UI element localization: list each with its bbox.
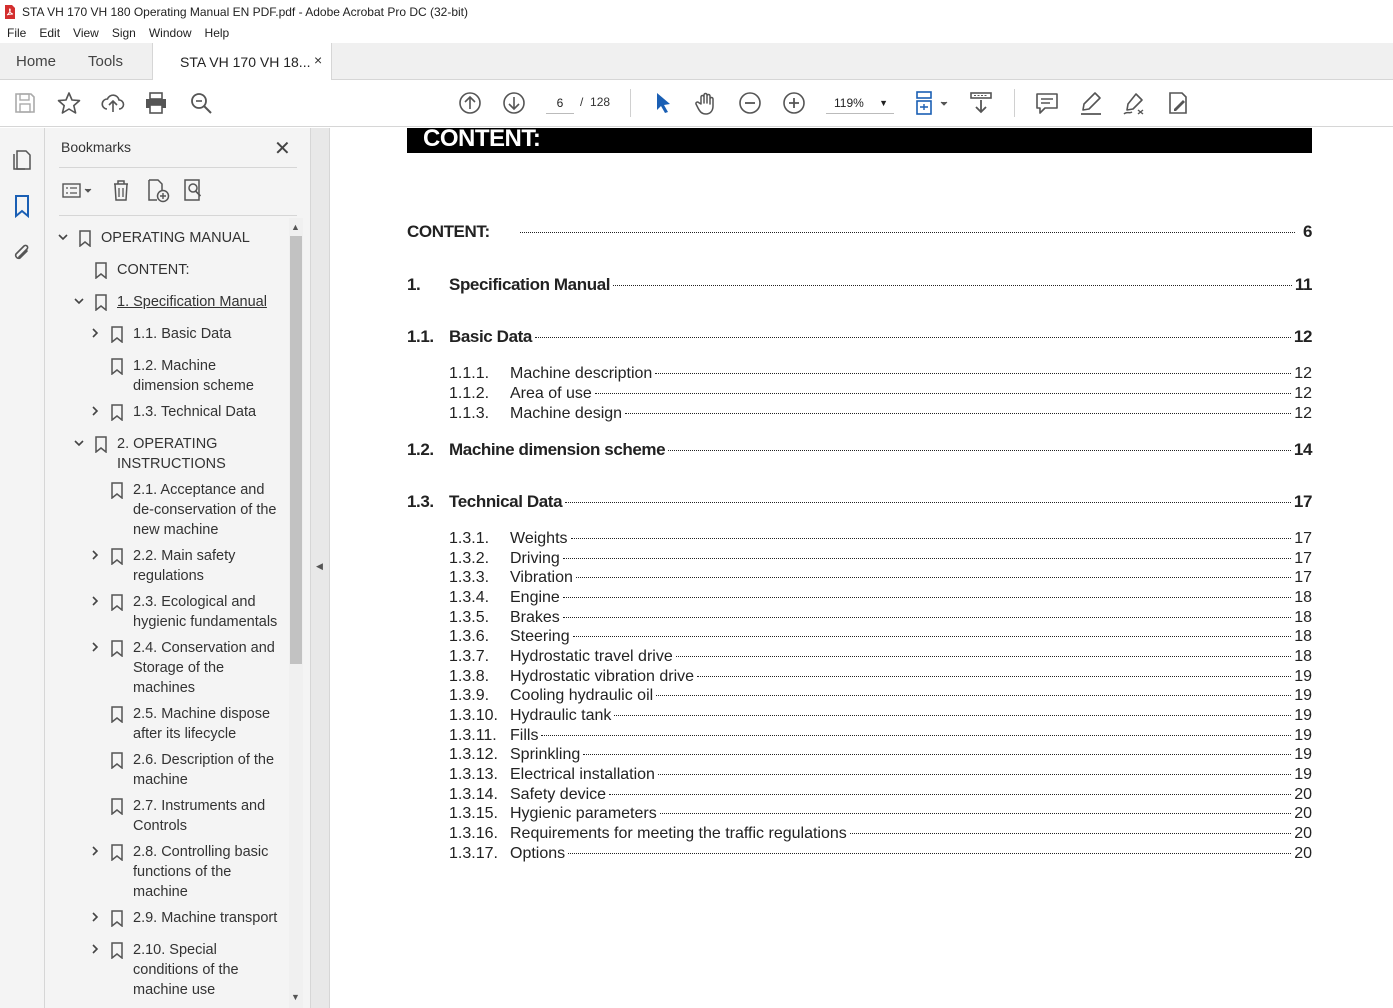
chevron-right-icon[interactable] [89, 326, 101, 346]
bookmark-flag-icon [111, 910, 123, 927]
toc-leader-dots [583, 754, 1291, 755]
toc-number: 1.1.3. [449, 405, 490, 422]
toc-entry[interactable] [407, 492, 1312, 514]
delete-bookmark-icon[interactable] [109, 178, 133, 207]
toc-number: 1.3. [407, 492, 434, 511]
bookmark-flag-icon [111, 594, 123, 611]
bookmark-flag-icon [111, 326, 123, 343]
tab-home[interactable]: Home [16, 53, 57, 70]
bookmark-flag-icon [95, 294, 107, 311]
toc-title: Machine design [510, 405, 623, 422]
bookmark-label: 2.8. Controlling basic functions of the machine [133, 844, 269, 900]
toc-number: 1.3.4. [449, 589, 490, 606]
toc-number: 1.3.13. [449, 766, 498, 783]
page-number-input[interactable]: 6 [546, 92, 574, 114]
bookmark-flag-icon [111, 706, 123, 723]
comment-icon[interactable] [1034, 90, 1060, 116]
toc-number: 1.3.11. [449, 727, 497, 744]
toc-number: 1.3.16. [449, 825, 498, 842]
toc-title: Options [510, 845, 566, 862]
bookmark-label: 2.7. Instruments and Controls [133, 798, 266, 834]
next-page-icon[interactable] [501, 90, 527, 116]
toc-leader-dots [609, 794, 1291, 795]
toc-leader-dots [658, 774, 1291, 775]
bookmark-label: 2.9. Machine transport [133, 910, 278, 926]
select-cursor-icon[interactable] [650, 90, 676, 116]
toc-entry[interactable] [407, 440, 1312, 462]
tab-bar [0, 43, 1393, 80]
document-view [330, 128, 1393, 1008]
print-icon[interactable] [143, 90, 169, 116]
title-bar [0, 0, 1393, 23]
toc-leader-dots [613, 285, 1292, 286]
toc-title: Cooling hydraulic oil [510, 687, 654, 704]
zoom-in-icon[interactable] [781, 90, 807, 116]
toc-page-number: 19 [1294, 668, 1312, 685]
toc-number: 1.3.9. [449, 687, 490, 704]
toc-page-number: 19 [1294, 707, 1312, 724]
toc-title: Machine dimension scheme [449, 440, 666, 459]
chevron-down-icon[interactable] [73, 294, 85, 314]
toc-page-number: 17 [1294, 530, 1312, 547]
toc-entry[interactable] [449, 766, 1312, 788]
scroll-up-arrow-icon[interactable]: ▲ [291, 222, 300, 232]
toc-title: Driving [510, 550, 560, 567]
toc-entry[interactable] [449, 530, 1312, 552]
toc-title: Requirements for meeting the traffic regulations [510, 825, 847, 842]
page-count: / 128 [580, 95, 611, 109]
toc-leader-dots [660, 813, 1291, 814]
menu-sign[interactable]: Sign [111, 26, 136, 40]
toc-page-number: 19 [1294, 727, 1312, 744]
toc-leader-dots [563, 597, 1291, 598]
toolbar-divider [1014, 89, 1015, 117]
menu-window[interactable]: Window [148, 26, 192, 40]
toc-leader-dots [520, 232, 1295, 233]
toc-title: Fills [510, 727, 539, 744]
toolbar-divider [630, 89, 631, 117]
content-banner: CONTENT: [407, 128, 1312, 153]
toc-entry[interactable] [407, 222, 1312, 244]
toc-number: 1.3.17. [449, 845, 498, 862]
toc-number: 1.3.8. [449, 668, 490, 685]
toc-leader-dots [573, 636, 1292, 637]
toc-leader-dots [563, 558, 1291, 559]
toc-page-number: 19 [1294, 746, 1312, 763]
toc-page-number: 19 [1294, 687, 1312, 704]
tab-tools[interactable]: Tools [88, 53, 124, 70]
bookmark-search-icon[interactable] [181, 178, 207, 209]
scroll-mode-icon[interactable] [968, 90, 994, 116]
bookmark-tools [59, 176, 297, 206]
toc-title: Area of use [510, 385, 592, 402]
toc-number: 1.3.1. [449, 530, 490, 547]
panel-divider [59, 167, 297, 168]
toc-page-number: 20 [1294, 805, 1312, 822]
bookmark-tree [45, 218, 290, 1008]
zoom-level-select[interactable]: 119% ▼ [826, 92, 894, 114]
bookmarks-icon[interactable] [10, 194, 34, 218]
scrollbar-thumb[interactable] [290, 236, 302, 664]
menu-help[interactable]: Help [204, 26, 230, 40]
toc-title: Engine [510, 589, 560, 606]
toc-title: Brakes [510, 609, 560, 626]
chevron-down-icon: ▼ [879, 98, 888, 108]
chevron-down-icon[interactable] [57, 230, 69, 250]
toc-number: 1.1.2. [449, 385, 490, 402]
toc-leader-dots [571, 538, 1292, 539]
menu-view[interactable]: View [73, 26, 99, 40]
bookmark-flag-icon [111, 844, 123, 861]
toc-leader-dots [656, 695, 1291, 696]
bookmark-label: 2.10. Special conditions of the machine use [133, 942, 239, 998]
chevron-right-icon[interactable] [89, 640, 101, 660]
chevron-right-icon[interactable] [89, 942, 101, 962]
bookmark-flag-icon [111, 942, 123, 959]
collapse-left-arrow-icon: ◀ [316, 561, 323, 571]
bookmark-flag-icon [111, 548, 123, 565]
toc-entry[interactable] [407, 275, 1312, 297]
toc-number: 1. [407, 275, 421, 294]
toc-leader-dots [655, 373, 1291, 374]
bookmark-flag-icon [95, 262, 107, 279]
toc-title: Weights [510, 530, 568, 547]
toc-entry[interactable] [449, 707, 1312, 729]
toc-title: Sprinkling [510, 746, 581, 763]
star-icon[interactable] [56, 90, 82, 116]
toc-number: 1.3.6. [449, 628, 490, 645]
chevron-right-icon[interactable] [89, 844, 101, 864]
chevron-right-icon[interactable] [89, 910, 101, 930]
toc-entry[interactable] [449, 687, 1312, 709]
bookmark-label: 1.2. Machine dimension scheme [133, 358, 254, 394]
toc-number: 1.3.2. [449, 550, 490, 567]
panel-divider [59, 215, 297, 216]
toc-leader-dots [535, 337, 1291, 338]
bookmark-flag-icon [111, 752, 123, 769]
page-display-icon[interactable] [914, 90, 950, 116]
bookmark-flag-icon [111, 482, 123, 499]
toc-title: Machine description [510, 365, 653, 382]
toc-leader-dots [563, 617, 1291, 618]
toc-title: Safety device [510, 786, 607, 803]
tab-document[interactable] [152, 43, 332, 80]
fill-sign-icon[interactable] [1165, 90, 1191, 116]
toc-title: Technical Data [449, 492, 563, 511]
toc-leader-dots [668, 450, 1291, 451]
toc-page-number: 18 [1294, 628, 1312, 645]
tab-document-label: STA VH 170 VH 18... [180, 54, 311, 70]
toc-page-number: 12 [1294, 405, 1312, 422]
toc-number: 1.2. [407, 440, 434, 459]
bookmark-flag-icon [111, 798, 123, 815]
toc-page-number: 18 [1294, 589, 1312, 606]
toc-title: Basic Data [449, 327, 532, 346]
toc-entry[interactable] [449, 805, 1312, 827]
panel-title: Bookmarks [61, 139, 132, 155]
toc-page-number: 6 [1302, 222, 1312, 241]
menu-edit[interactable]: Edit [39, 26, 61, 40]
toc-page-number: 17 [1294, 550, 1312, 567]
cloud-upload-icon[interactable] [100, 90, 126, 116]
toc-entry[interactable] [449, 569, 1312, 591]
bookmarks-panel [45, 128, 311, 1008]
save-icon[interactable] [12, 90, 38, 116]
toc-page-number: 14 [1293, 440, 1312, 459]
options-menu-icon[interactable] [61, 180, 95, 207]
toc-leader-dots [625, 413, 1291, 414]
search-zoom-icon[interactable] [188, 90, 214, 116]
toc-page-number: 11 [1294, 275, 1312, 294]
toc-entry[interactable] [449, 385, 1312, 407]
toc-page-number: 12 [1294, 365, 1312, 382]
attachments-paperclip-icon[interactable] [10, 241, 34, 265]
toc-entry[interactable] [449, 628, 1312, 650]
toc-leader-dots [565, 502, 1291, 503]
chevron-down-icon[interactable] [73, 436, 85, 456]
toc-entry[interactable] [407, 327, 1312, 349]
toc-page-number: 18 [1294, 648, 1312, 665]
chevron-right-icon[interactable] [89, 594, 101, 614]
toc-page-number: 20 [1294, 825, 1312, 842]
toc-number: 1.3.15. [449, 805, 498, 822]
toc-leader-dots [676, 656, 1291, 657]
window-title: STA VH 170 VH 180 Operating Manual EN PDF.pdf - Adobe Acrobat Pro DC (32-bit) [22, 4, 468, 19]
bookmark-label: 1.3. Technical Data [133, 404, 257, 420]
toc-title: Specification Manual [449, 275, 611, 294]
scroll-down-arrow-icon[interactable]: ▼ [291, 992, 300, 1002]
page-thumbnails-icon[interactable] [10, 148, 34, 172]
bookmark-label: 2.2. Main safety regulations [133, 548, 236, 584]
toc-entry[interactable] [449, 845, 1312, 867]
bookmark-label: 2.3. Ecological and hygienic fundamentals [133, 594, 278, 630]
hand-tool-icon[interactable] [693, 90, 719, 116]
tab-close-icon[interactable]: × [314, 52, 323, 68]
toc-leader-dots [595, 393, 1291, 394]
acrobat-pdf-icon [4, 5, 16, 19]
toc-page-number: 19 [1294, 766, 1312, 783]
toc-number: 1.1.1. [449, 365, 490, 382]
chevron-right-icon[interactable] [89, 548, 101, 568]
sign-pen-icon[interactable] [1121, 90, 1147, 116]
toc-entry[interactable] [449, 825, 1312, 847]
bookmark-flag-icon [111, 640, 123, 657]
close-panel-icon[interactable]: ✕ [274, 138, 291, 160]
toc-leader-dots [850, 833, 1291, 834]
toc-leader-dots [614, 715, 1291, 716]
menu-file[interactable]: File [7, 26, 27, 40]
bookmark-label: CONTENT: [117, 262, 190, 278]
new-bookmark-icon[interactable] [145, 178, 171, 209]
toc-number: 1.3.3. [449, 569, 490, 586]
toc-title: Hydrostatic vibration drive [510, 668, 695, 685]
toc-entry[interactable] [449, 365, 1312, 387]
toc-leader-dots [568, 853, 1291, 854]
toc-entry[interactable] [449, 405, 1312, 427]
bookmark-label: 2.6. Description of the machine [133, 752, 275, 788]
bookmark-label: OPERATING MANUAL [101, 230, 250, 246]
bookmark-label: 2.5. Machine dispose after its lifecycle [133, 706, 271, 742]
toc-entry[interactable] [449, 589, 1312, 611]
toc-number: 1.1. [407, 327, 434, 346]
toc-title: Hydrostatic travel drive [510, 648, 673, 665]
toc-number: 1.3.7. [449, 648, 490, 665]
previous-page-icon[interactable] [457, 90, 483, 116]
bookmark-flag-icon [79, 230, 91, 247]
toc-leader-dots [576, 577, 1291, 578]
bookmark-label: 2.4. Conservation and Storage of the machines [133, 640, 275, 696]
bookmark-flag-icon [111, 404, 123, 421]
toc-entry[interactable] [449, 746, 1312, 768]
bookmark-label: 1. Specification Manual [117, 294, 267, 310]
zoom-out-icon[interactable] [737, 90, 763, 116]
toc-page-number: 17 [1294, 569, 1312, 586]
toc-title: Electrical installation [510, 766, 655, 783]
toc-title: Steering [510, 628, 570, 645]
toc-page-number: 20 [1294, 786, 1312, 803]
menu-bar [0, 23, 1393, 43]
toc-page-number: 12 [1293, 327, 1312, 346]
toc-page-number: 18 [1294, 609, 1312, 626]
left-navigation-rail [0, 128, 45, 1008]
toc-title: Hydraulic tank [510, 707, 612, 724]
panel-collapse-handle[interactable] [311, 128, 330, 1008]
toc-number: 1.3.14. [449, 786, 498, 803]
chevron-right-icon[interactable] [89, 404, 101, 424]
toc-page-number: 12 [1294, 385, 1312, 402]
toc-number: 1.3.5. [449, 609, 490, 626]
toc-number: CONTENT: [407, 222, 490, 241]
toc-leader-dots [541, 735, 1291, 736]
toolbar [0, 80, 1393, 127]
toc-entry[interactable] [449, 648, 1312, 670]
bookmark-flag-icon [111, 358, 123, 375]
bookmark-label: 2. OPERATING INSTRUCTIONS [117, 436, 226, 472]
toc-title: Vibration [510, 569, 573, 586]
toc-title: Hygienic parameters [510, 805, 657, 822]
toc-page-number: 20 [1294, 845, 1312, 862]
bookmark-label: 2.1. Acceptance and de-conservation of the new machine [133, 482, 277, 538]
toc-page-number: 17 [1293, 492, 1312, 511]
bookmarks-scrollbar[interactable] [289, 218, 303, 1008]
bookmark-flag-icon [95, 436, 107, 453]
highlight-pen-icon[interactable] [1078, 90, 1104, 116]
toc-number: 1.3.12. [449, 746, 498, 763]
bookmark-label: 1.1. Basic Data [133, 326, 232, 342]
toc-number: 1.3.10. [449, 707, 498, 724]
toc-leader-dots [697, 676, 1291, 677]
